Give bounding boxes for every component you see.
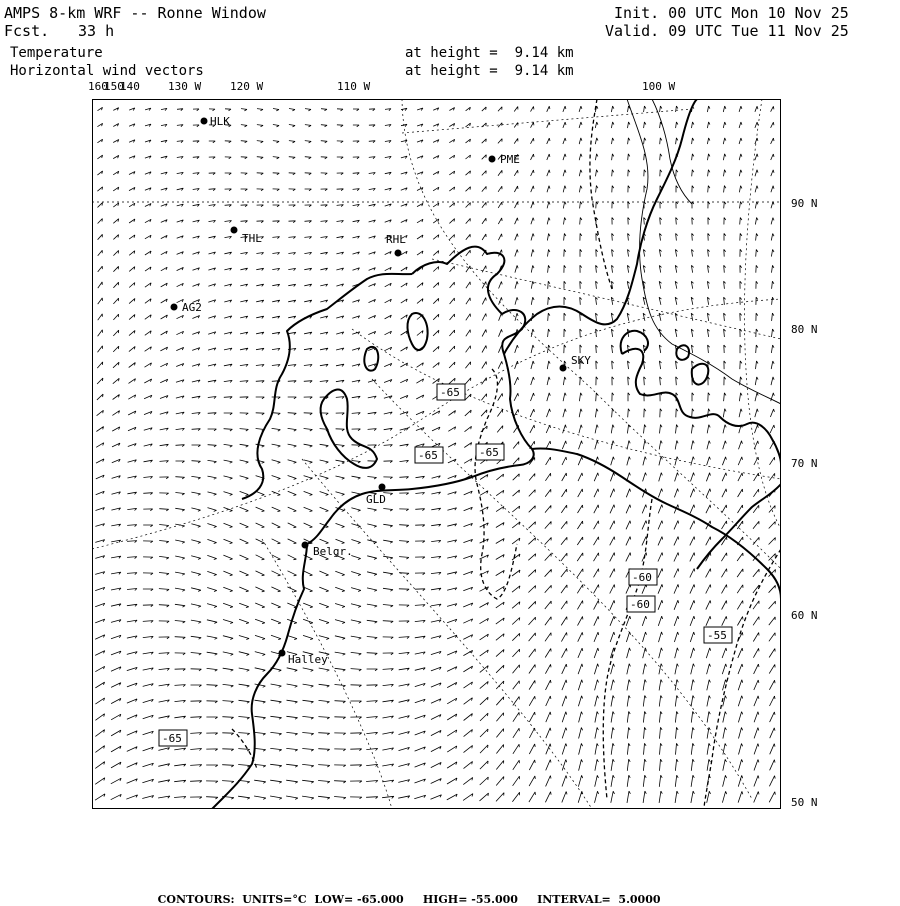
lat-label-70n: 70 N [791,457,818,470]
station-marker [302,542,309,549]
lon-label-150: 150 [104,80,124,93]
legend-interval: INTERVAL= 5.0000 [537,893,661,906]
station-marker [379,484,386,491]
station-marker [171,304,178,311]
legend-units: UNITS=°C [242,893,307,906]
forecast-hour: 33 h [78,22,115,40]
station-label: AG2 [182,301,202,314]
station-marker [395,250,402,257]
legend-low: LOW= -65.000 [314,893,404,906]
lat-label-90n: 90 N [791,197,818,210]
station-marker [231,227,238,234]
contour-label: -65 [440,386,460,399]
station-label: HLK [210,115,230,128]
legend-contours: CONTOURS: [157,893,235,906]
station-label: Belgr. [313,545,353,558]
field-wind-label: Horizontal wind vectors [10,63,204,79]
lon-label-140: 140 [120,80,140,93]
init-time: Init. 00 UTC Mon 10 Nov 25 [614,4,849,22]
valid-time: Valid. 09 UTC Tue 11 Nov 25 [605,22,849,40]
station-marker [279,650,286,657]
height-label-1: at height = 9.14 km [405,45,574,61]
lon-label-160: 160 [88,80,108,93]
contour-label: -65 [418,449,438,462]
map-panel [92,99,781,809]
field-temperature-label: Temperature [10,45,103,61]
station-label: RHL [386,233,406,246]
height-label-2: at height = 9.14 km [405,63,574,79]
station-label: Halley [288,653,328,666]
station-label: PME [500,153,520,166]
station-label: GLD [366,493,386,506]
lat-label-80n: 80 N [791,323,818,336]
station-label: SKY [571,354,591,367]
contour-label: -65 [162,732,182,745]
map-title: AMPS 8-km WRF -- Ronne Window [4,4,266,22]
lon-label-110w: 110 W [337,80,371,93]
lon-label-120w: 120 W [230,80,264,93]
station-marker [560,365,567,372]
contour-label: -65 [479,446,499,459]
lat-label-60n: 60 N [791,609,818,622]
contour-label: -55 [707,629,727,642]
lat-label-50n: 50 N [791,796,818,809]
forecast-label: Fcst. [4,22,50,40]
station-marker [489,156,496,163]
contour-label: -60 [632,571,652,584]
contour-legend [150,880,661,906]
lon-label-100w: 100 W [642,80,676,93]
legend-high: HIGH= -55.000 [422,893,518,906]
station-marker [201,118,208,125]
contour-label: -60 [630,598,650,611]
lon-label-130w: 130 W [168,80,202,93]
station-label: THL [242,232,262,245]
